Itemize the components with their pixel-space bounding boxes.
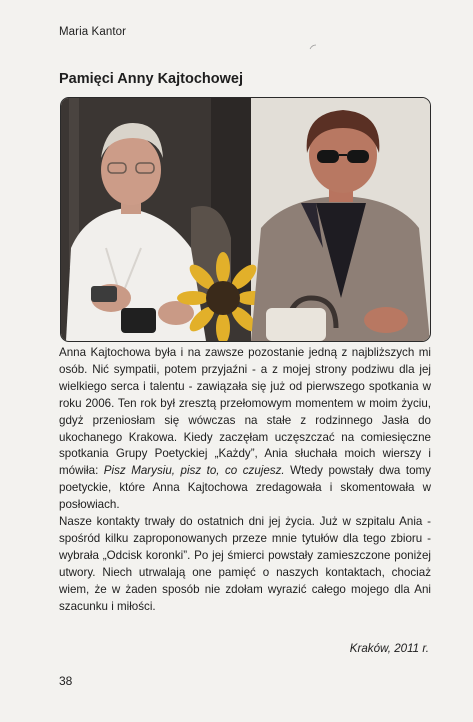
- article-title: Pamięci Anny Kajtochowej: [59, 71, 243, 87]
- running-head-author: Maria Kantor: [59, 26, 127, 38]
- signoff-place-date: Kraków, 2011 r.: [349, 642, 429, 655]
- paragraph-2: [59, 514, 431, 615]
- page-number: 38: [59, 674, 73, 688]
- photo-image: [61, 98, 430, 341]
- text-run: Anna Kajtochowa była i na zawsze pozostanie jedną z najbliższych mi osób. Nić sympatii, potem przyjaźni - a z mojej strony podziwu dla jej wielkiego serca i talentu - zawiązała się już od pierwszego spotkania w roku 2006. Ten rok był zresztą przełomowym momentem w moim życiu, gdyż przeniosłam się wówczas na stałe z rodzinnego Jasła do ukochanego Krakowa. Kiedy zaczęłam uczęszczać na comiesięczne spotkania Grupy Poetyckiej „Każdy”, Ania słuchała moich wierszy i mówiła:: [59, 346, 431, 478]
- quoted-phrase: Pisz Marysiu, pisz to, co czujesz.: [103, 464, 285, 478]
- article-body: [59, 345, 431, 616]
- paragraph-1: [59, 345, 431, 514]
- text-run: Wtedy powstały dwa tomy poetyckie, które Anna Kajtochowa zredagowała i skomentowała w posłowiach.: [59, 464, 431, 512]
- scan-mark: [309, 44, 317, 50]
- photo-two-women: [60, 97, 431, 342]
- text-run: Nasze kontakty trwały do ostatnich dni jej życia. Już w szpitalu Ania - spośród kilku zaproponowanych przeze mnie tytułów dla tego zbioru - wybrała „Odcisk koronki”. Po jej śmierci powstały zamieszczone poniżej utwory. Niech utrwalają one pamięć o naszych kontaktach, chociaż wiem, że w żaden sposób nie zdołam wyrazić całego mojego dla Ani szacunku i miłości.: [59, 515, 431, 613]
